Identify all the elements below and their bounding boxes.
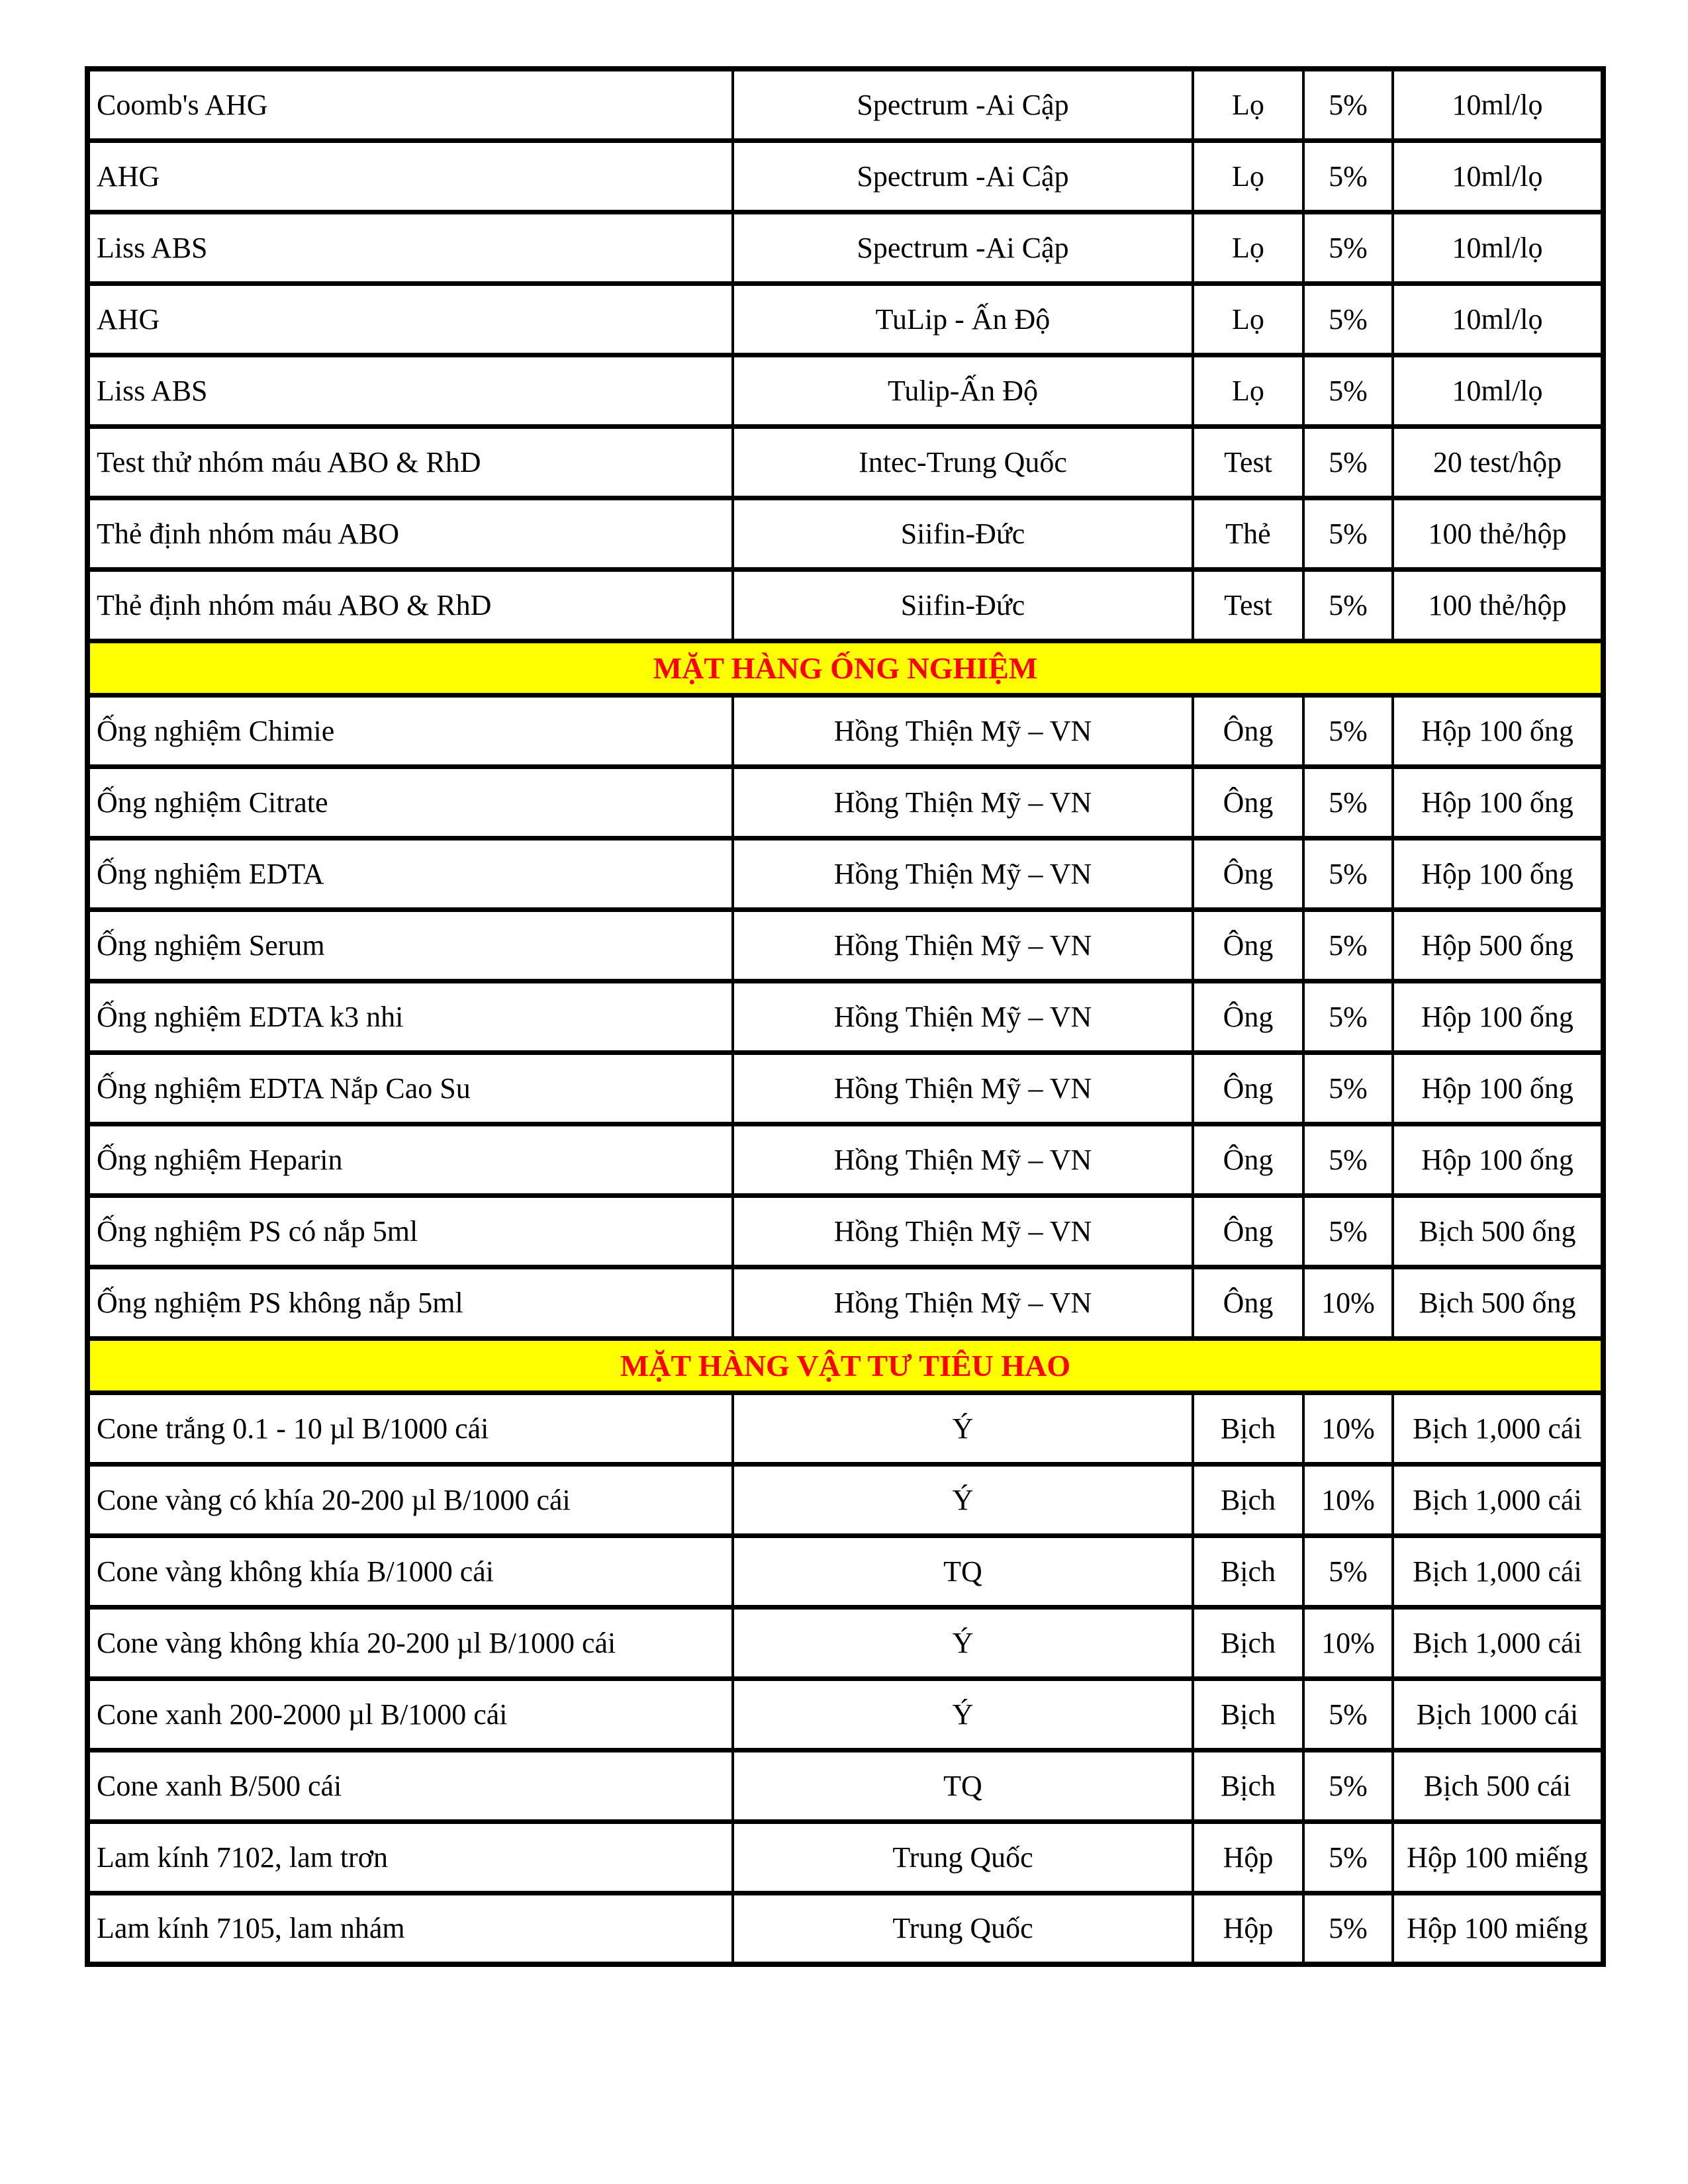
table-row xyxy=(87,1195,1603,1267)
table-row xyxy=(87,1893,1603,1964)
discount-cell: 5% xyxy=(1303,1893,1393,1964)
discount-cell: 5% xyxy=(1303,1821,1393,1893)
product-name-cell: Cone vàng không khía B/1000 cái xyxy=(87,1535,733,1607)
section-header: MẶT HÀNG ỐNG NGHIỆM xyxy=(87,641,1603,695)
brand-cell: Hồng Thiện Mỹ – VN xyxy=(733,909,1193,981)
discount-cell: 5% xyxy=(1303,1535,1393,1607)
unit-cell: Ông xyxy=(1193,838,1303,909)
product-name-cell: Ống nghiệm PS không nắp 5ml xyxy=(87,1267,733,1338)
table-row xyxy=(87,498,1603,569)
brand-cell: Hồng Thiện Mỹ – VN xyxy=(733,1052,1193,1124)
brand-cell: TQ xyxy=(733,1750,1193,1821)
discount-cell: 10% xyxy=(1303,1392,1393,1464)
brand-cell: Spectrum -Ai Cập xyxy=(733,212,1193,283)
packaging-cell: Bịch 1000 cái xyxy=(1393,1678,1603,1750)
brand-cell: Siifin-Đức xyxy=(733,569,1193,641)
packaging-cell: 10ml/lọ xyxy=(1393,355,1603,426)
table-row xyxy=(87,140,1603,212)
packaging-cell: Bịch 1,000 cái xyxy=(1393,1535,1603,1607)
unit-cell: Bịch xyxy=(1193,1464,1303,1535)
unit-cell: Test xyxy=(1193,569,1303,641)
brand-cell: Hồng Thiện Mỹ – VN xyxy=(733,1195,1193,1267)
brand-cell: Hồng Thiện Mỹ – VN xyxy=(733,766,1193,838)
packaging-cell: Bịch 500 ống xyxy=(1393,1267,1603,1338)
discount-cell: 10% xyxy=(1303,1464,1393,1535)
table-row xyxy=(87,1678,1603,1750)
table-row xyxy=(87,355,1603,426)
discount-cell: 5% xyxy=(1303,981,1393,1052)
product-name-cell: Ống nghiệm EDTA k3 nhi xyxy=(87,981,733,1052)
product-name-cell: Test thử nhóm máu ABO & RhD xyxy=(87,426,733,498)
packaging-cell: Hộp 100 miếng xyxy=(1393,1821,1603,1893)
discount-cell: 5% xyxy=(1303,1124,1393,1195)
brand-cell: Intec-Trung Quốc xyxy=(733,426,1193,498)
discount-cell: 10% xyxy=(1303,1267,1393,1338)
unit-cell: Thẻ xyxy=(1193,498,1303,569)
discount-cell: 5% xyxy=(1303,355,1393,426)
unit-cell: Ông xyxy=(1193,1052,1303,1124)
table-row xyxy=(87,1821,1603,1893)
discount-cell: 5% xyxy=(1303,695,1393,766)
packaging-cell: Hộp 100 ống xyxy=(1393,981,1603,1052)
brand-cell: Ý xyxy=(733,1607,1193,1678)
product-name-cell: Ống nghiệm Chimie xyxy=(87,695,733,766)
unit-cell: Ông xyxy=(1193,766,1303,838)
unit-cell: Ông xyxy=(1193,695,1303,766)
discount-cell: 5% xyxy=(1303,140,1393,212)
brand-cell: Hồng Thiện Mỹ – VN xyxy=(733,838,1193,909)
packaging-cell: Bịch 500 cái xyxy=(1393,1750,1603,1821)
table-row xyxy=(87,838,1603,909)
discount-cell: 5% xyxy=(1303,1195,1393,1267)
unit-cell: Ông xyxy=(1193,1267,1303,1338)
table-row xyxy=(87,1267,1603,1338)
table-row xyxy=(87,766,1603,838)
unit-cell: Ông xyxy=(1193,1195,1303,1267)
brand-cell: Ý xyxy=(733,1678,1193,1750)
unit-cell: Ông xyxy=(1193,981,1303,1052)
unit-cell: Bịch xyxy=(1193,1607,1303,1678)
table-row xyxy=(87,909,1603,981)
discount-cell: 5% xyxy=(1303,212,1393,283)
discount-cell: 5% xyxy=(1303,569,1393,641)
table-row xyxy=(87,1607,1603,1678)
table-row xyxy=(87,283,1603,355)
unit-cell: Lọ xyxy=(1193,140,1303,212)
unit-cell: Bịch xyxy=(1193,1535,1303,1607)
packaging-cell: 10ml/lọ xyxy=(1393,283,1603,355)
packaging-cell: Hộp 100 ống xyxy=(1393,695,1603,766)
discount-cell: 5% xyxy=(1303,838,1393,909)
packaging-cell: Hộp 100 ống xyxy=(1393,838,1603,909)
unit-cell: Ông xyxy=(1193,1124,1303,1195)
packaging-cell: 100 thẻ/hộp xyxy=(1393,569,1603,641)
packaging-cell: Hộp 100 ống xyxy=(1393,766,1603,838)
packaging-cell: Bịch 1,000 cái xyxy=(1393,1392,1603,1464)
unit-cell: Hộp xyxy=(1193,1821,1303,1893)
discount-cell: 5% xyxy=(1303,909,1393,981)
brand-cell: Spectrum -Ai Cập xyxy=(733,140,1193,212)
discount-cell: 5% xyxy=(1303,426,1393,498)
discount-cell: 10% xyxy=(1303,1607,1393,1678)
unit-cell: Bịch xyxy=(1193,1678,1303,1750)
product-name-cell: Coomb's AHG xyxy=(87,69,733,140)
packaging-cell: Hộp 100 ống xyxy=(1393,1124,1603,1195)
table-row xyxy=(87,1464,1603,1535)
discount-cell: 5% xyxy=(1303,766,1393,838)
packaging-cell: 10ml/lọ xyxy=(1393,69,1603,140)
product-name-cell: Cone trắng 0.1 - 10 µl B/1000 cái xyxy=(87,1392,733,1464)
packaging-cell: 10ml/lọ xyxy=(1393,140,1603,212)
table-row xyxy=(87,426,1603,498)
discount-cell: 5% xyxy=(1303,1678,1393,1750)
packaging-cell: Hộp 100 ống xyxy=(1393,1052,1603,1124)
brand-cell: Hồng Thiện Mỹ – VN xyxy=(733,1267,1193,1338)
product-name-cell: Lam kính 7102, lam trơn xyxy=(87,1821,733,1893)
brand-cell: Trung Quốc xyxy=(733,1821,1193,1893)
brand-cell: Ý xyxy=(733,1464,1193,1535)
table-row xyxy=(87,1750,1603,1821)
product-name-cell: Ống nghiệm EDTA Nắp Cao Su xyxy=(87,1052,733,1124)
table-row xyxy=(87,569,1603,641)
table-row xyxy=(87,1392,1603,1464)
table-row xyxy=(87,69,1603,140)
brand-cell: Trung Quốc xyxy=(733,1893,1193,1964)
product-name-cell: AHG xyxy=(87,283,733,355)
document-page xyxy=(85,66,1606,1967)
price-table xyxy=(85,66,1606,1967)
unit-cell: Ông xyxy=(1193,909,1303,981)
product-name-cell: Cone xanh 200-2000 µl B/1000 cái xyxy=(87,1678,733,1750)
product-name-cell: Cone vàng có khía 20-200 µl B/1000 cái xyxy=(87,1464,733,1535)
product-name-cell: Thẻ định nhóm máu ABO & RhD xyxy=(87,569,733,641)
discount-cell: 5% xyxy=(1303,283,1393,355)
brand-cell: Ý xyxy=(733,1392,1193,1464)
brand-cell: Hồng Thiện Mỹ – VN xyxy=(733,981,1193,1052)
discount-cell: 5% xyxy=(1303,1750,1393,1821)
product-name-cell: Ống nghiệm EDTA xyxy=(87,838,733,909)
table-row xyxy=(87,1535,1603,1607)
brand-cell: Hồng Thiện Mỹ – VN xyxy=(733,695,1193,766)
product-name-cell: Cone vàng không khía 20-200 µl B/1000 cái xyxy=(87,1607,733,1678)
table-row xyxy=(87,212,1603,283)
product-name-cell: Lam kính 7105, lam nhám xyxy=(87,1893,733,1964)
product-name-cell: Ống nghiệm Serum xyxy=(87,909,733,981)
brand-cell: Siifin-Đức xyxy=(733,498,1193,569)
product-name-cell: Liss ABS xyxy=(87,355,733,426)
product-name-cell: Liss ABS xyxy=(87,212,733,283)
product-name-cell: Ống nghiệm Heparin xyxy=(87,1124,733,1195)
section-header-row xyxy=(87,1338,1603,1392)
packaging-cell: 10ml/lọ xyxy=(1393,212,1603,283)
discount-cell: 5% xyxy=(1303,498,1393,569)
brand-cell: Tulip-Ấn Độ xyxy=(733,355,1193,426)
brand-cell: TuLip - Ấn Độ xyxy=(733,283,1193,355)
brand-cell: Spectrum -Ai Cập xyxy=(733,69,1193,140)
table-row xyxy=(87,1124,1603,1195)
packaging-cell: Hộp 500 ống xyxy=(1393,909,1603,981)
table-row xyxy=(87,1052,1603,1124)
section-header: MẶT HÀNG VẬT TƯ TIÊU HAO xyxy=(87,1338,1603,1392)
section-header-row xyxy=(87,641,1603,695)
table-row xyxy=(87,981,1603,1052)
packaging-cell: Bịch 500 ống xyxy=(1393,1195,1603,1267)
product-name-cell: Thẻ định nhóm máu ABO xyxy=(87,498,733,569)
price-table-body xyxy=(87,69,1603,1964)
unit-cell: Test xyxy=(1193,426,1303,498)
unit-cell: Lọ xyxy=(1193,69,1303,140)
unit-cell: Lọ xyxy=(1193,212,1303,283)
packaging-cell: Bịch 1,000 cái xyxy=(1393,1607,1603,1678)
product-name-cell: AHG xyxy=(87,140,733,212)
unit-cell: Lọ xyxy=(1193,283,1303,355)
packaging-cell: 20 test/hộp xyxy=(1393,426,1603,498)
table-row xyxy=(87,695,1603,766)
unit-cell: Bịch xyxy=(1193,1392,1303,1464)
packaging-cell: 100 thẻ/hộp xyxy=(1393,498,1603,569)
product-name-cell: Ống nghiệm PS có nắp 5ml xyxy=(87,1195,733,1267)
packaging-cell: Bịch 1,000 cái xyxy=(1393,1464,1603,1535)
brand-cell: TQ xyxy=(733,1535,1193,1607)
unit-cell: Lọ xyxy=(1193,355,1303,426)
packaging-cell: Hộp 100 miếng xyxy=(1393,1893,1603,1964)
unit-cell: Bịch xyxy=(1193,1750,1303,1821)
brand-cell: Hồng Thiện Mỹ – VN xyxy=(733,1124,1193,1195)
discount-cell: 5% xyxy=(1303,69,1393,140)
product-name-cell: Cone xanh B/500 cái xyxy=(87,1750,733,1821)
product-name-cell: Ống nghiệm Citrate xyxy=(87,766,733,838)
discount-cell: 5% xyxy=(1303,1052,1393,1124)
unit-cell: Hộp xyxy=(1193,1893,1303,1964)
